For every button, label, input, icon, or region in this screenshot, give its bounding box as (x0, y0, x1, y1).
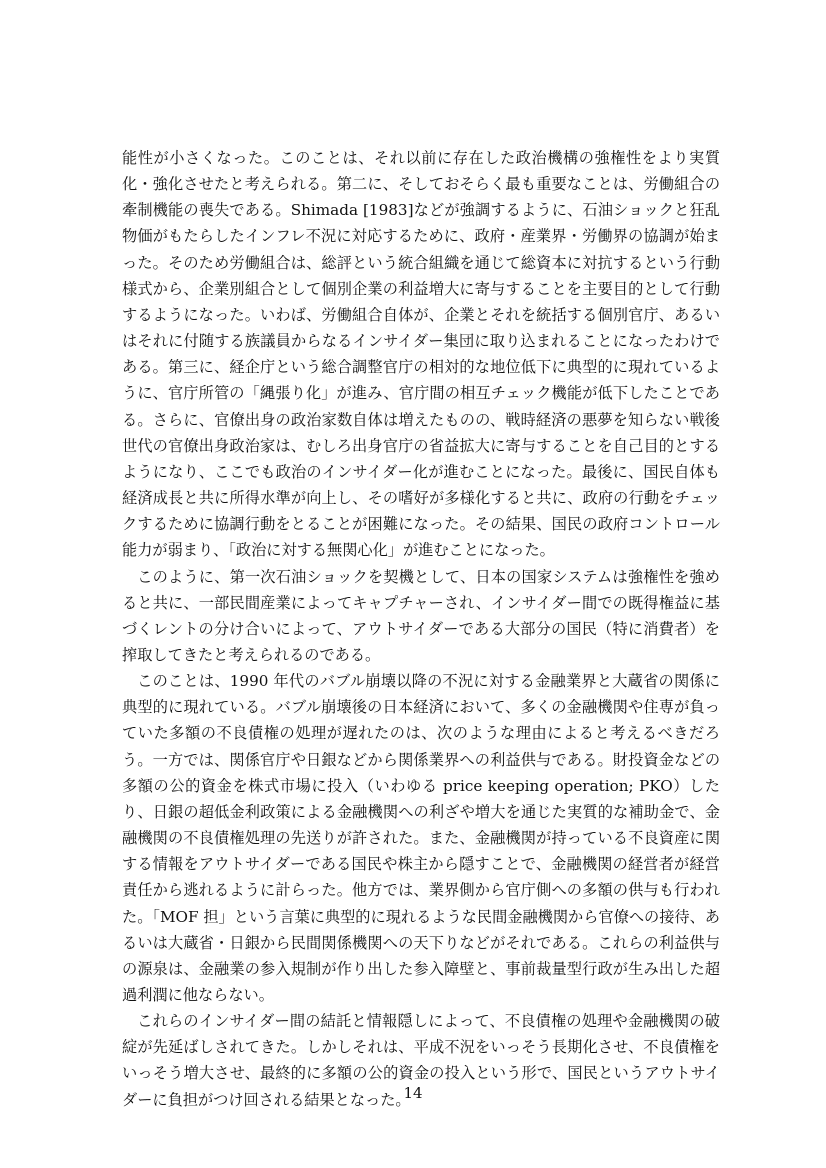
paragraph: このことは、1990 年代のバブル崩壊以降の不況に対する金融業界と大蔵省の関係に典型的に現れている。バブル崩壊後の日本経済において、多くの金融機関や住専が負っていた多額の不良債権の処理が遅れたのは、次のような理由によると考えるべきだろう。一方では、関係官庁や日銀などから関係業界への利益供与である。財投資金などの多額の公的資金を株式市場に投入（いわゆる price keeping operation; PKO）したり、日銀の超低金利政策による金融機関への利ざや増大を通じた実質的な補助金で、金融機関の不良債権処理の先送りが許された。また、金融機関が持っている不良資産に関する情報をアウトサイダーである国民や株主から隠すことで、金融機関の経営者が経営責任から逃れるように計らった。他方では、業界側から官庁側への多額の供与も行われた。「MOF 担」という言葉に典型的に現れるような民間金融機関から官僚への接待、あるいは大蔵省・日銀から民間関係機関への天下りなどがそれである。これらの利益供与の源泉は、金融業の参入規制が作り出した参入障壁と、事前裁量型行政が生み出した超過利潤に他ならない。 (122, 672, 720, 1004)
paragraph: これらのインサイダー間の結託と情報隠しによって、不良債権の処理や金融機関の破綻が先延ばしされてきた。しかしそれは、平成不況をいっそう長期化させ、不良債権をいっそう増大させ、最終的に多額の公的資金の投入という形で、国民というアウトサイダーに負担がつけ回される結果となった。 (122, 1012, 720, 1109)
paragraph: このように、第一次石油ショックを契機として、日本の国家システムは強権性を強めると共に、一部民間産業によってキャプチャーされ、インサイダー間での既得権益に基づくレントの分け合いによって、アウトサイダーである大部分の国民（特に消費者）を搾取してきたと考えられるのである。 (122, 567, 720, 664)
body-text (122, 145, 720, 1113)
paragraph-continued: 能性が小さくなった。このことは、それ以前に存在した政治機構の強権性をより実質化・強化させたと考えられる。第二に、そしておそらく最も重要なことは、労働組合の牽制機能の喪失である。Shimada [1983]などが強調するように、石油ショックと狂乱物価がもたらしたインフレ不況に対応するために、政府・産業界・労働界の協調が始まった。そのため労働組合は、総評という統合組織を通じて総資本に対抗するという行動様式から、企業別組合として個別企業の利益増大に寄与することを主要目的として行動するようになった。いわば、労働組合自体が、企業とそれを統括する個別官庁、あるいはそれに付随する族議員からなるインサイダー集団に取り込まれることになったわけである。第三に、経企庁という総合調整官庁の相対的な地位低下に典型的に現れているように、官庁所管の「縄張り化」が進み、官庁間の相互チェック機能が低下したことである。さらに、官僚出身の政治家数自体は増えたものの、戦時経済の悪夢を知らない戦後世代の官僚出身政治家は、むしろ出身官庁の省益拡大に寄与することを自己目的とするようになり、ここでも政治のインサイダー化が進むことになった。最後に、国民自体も経済成長と共に所得水準が向上し、その嗜好が多様化すると共に、政府の行動をチェックするために協調行動をとることが困難になった。その結果、国民の政府コントロール能力が弱まり、「政治に対する無関心化」が進むことになった。 (122, 149, 720, 560)
page-number: 14 (403, 1084, 423, 1102)
